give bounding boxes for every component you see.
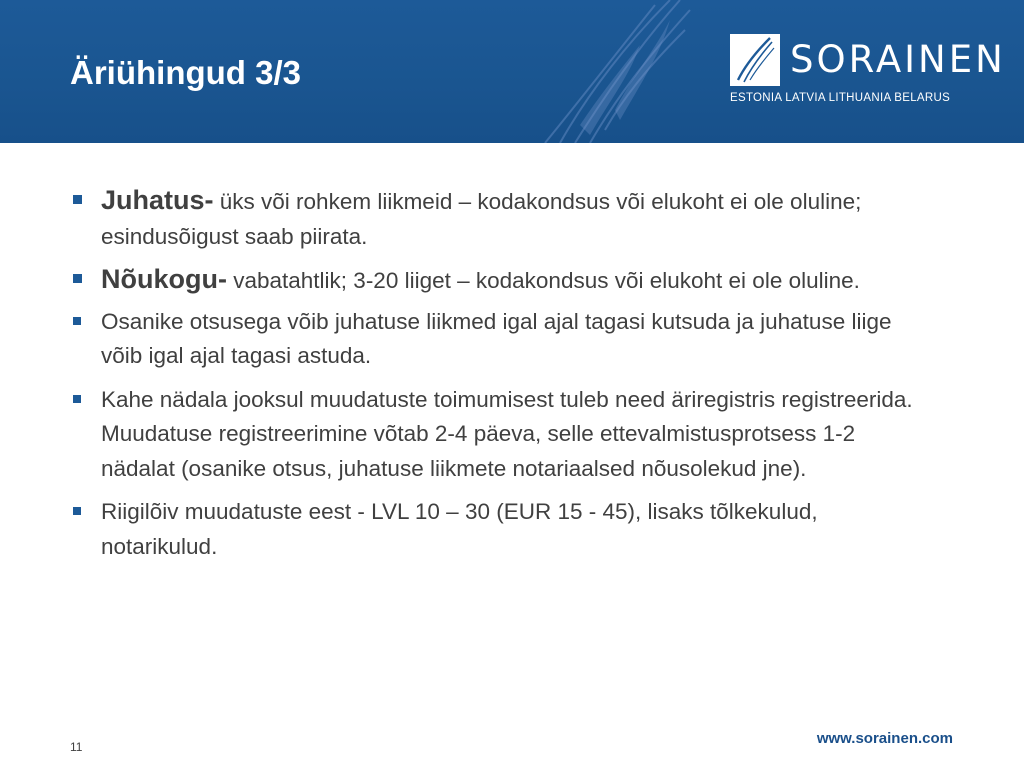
list-item — [70, 495, 930, 564]
list-item — [70, 305, 930, 374]
slide-title: Äriühingud 3/3 — [70, 54, 301, 91]
logo-wordmark: SORAINEN — [790, 38, 1006, 81]
bullet-term: Juhatus- — [101, 185, 214, 215]
bullet-text: vabatahtlik; 3-20 liiget – kodakondsus või elukoht ei ole oluline. — [226, 268, 860, 293]
list-item — [70, 183, 930, 254]
footer-website-link[interactable]: www.sorainen.com — [816, 730, 953, 747]
header-band — [0, 0, 1024, 143]
bullet-text: üks või rohkem liikmeid – kodakondsus või elukoht ei ole oluline; esindusõigust saab piirata. — [101, 189, 862, 249]
decorative-swirl-icon — [520, 0, 720, 143]
square-bullet-icon — [73, 274, 82, 283]
list-item — [70, 262, 930, 299]
square-bullet-icon — [73, 195, 82, 204]
page-number: 11 — [70, 740, 83, 754]
logo-mark-icon — [730, 34, 780, 86]
bullet-list — [70, 183, 930, 573]
square-bullet-icon — [73, 507, 81, 515]
bullet-text: Riigilõiv muudatuste eest - LVL 10 – 30 (EUR 15 - 45), lisaks tõlkekulud, notarikulud. — [101, 499, 818, 559]
list-item — [70, 383, 930, 487]
logo-countries: ESTONIA LATVIA LITHUANIA BELARUS — [730, 92, 951, 104]
bullet-text: Osanike otsusega võib juhatuse liikmed igal ajal tagasi kutsuda ja juhatuse liige võib igal ajal tagasi astuda. — [101, 308, 892, 368]
square-bullet-icon — [73, 317, 81, 325]
bullet-text: Kahe nädala jooksul muudatuste toimumisest tuleb need äriregistris registreerida. Muudatuse registreerimine võtab 2-4 päeva, selle ettevalmistusprotsess 1-2 nädalat (osanike otsus, juhatuse liikmete notariaalsed nõusolekud jne). — [101, 386, 913, 481]
bullet-term: Nõukogu- — [101, 264, 227, 294]
sorainen-logo — [730, 32, 1006, 112]
square-bullet-icon — [73, 395, 81, 403]
